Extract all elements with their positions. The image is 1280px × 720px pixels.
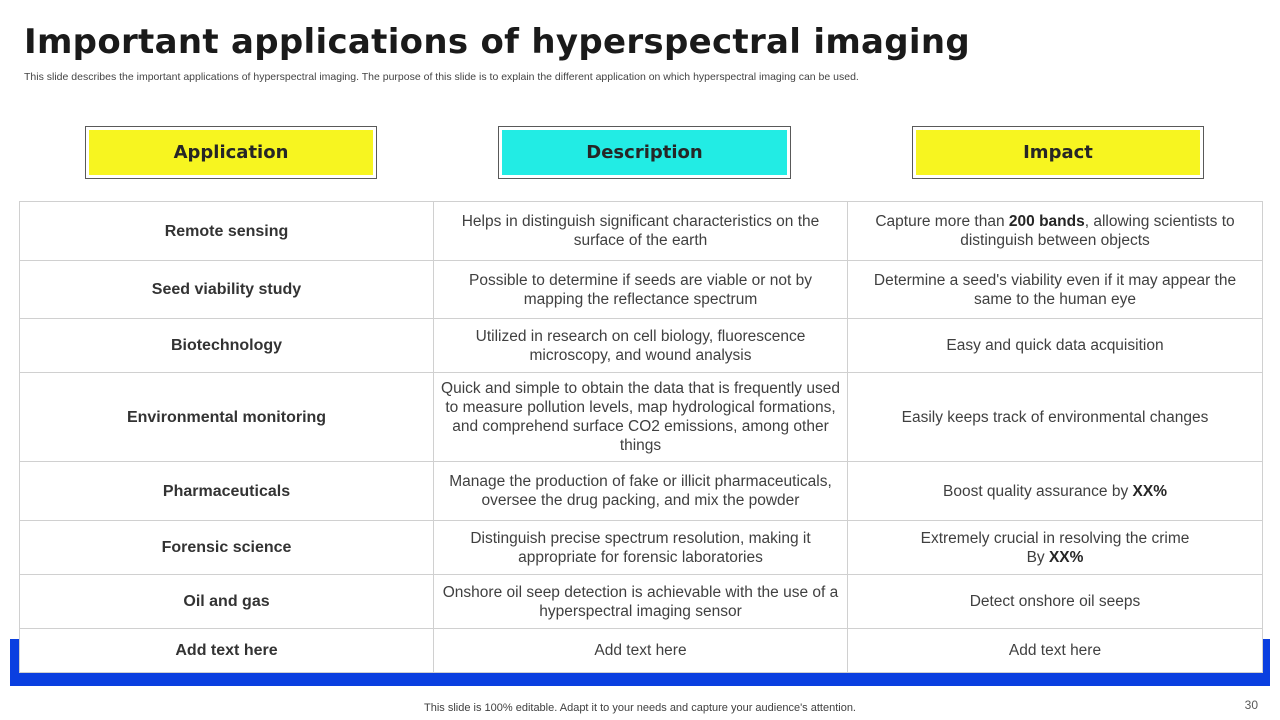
impact-text: , allowing scientists to distinguish between objects	[960, 213, 1235, 249]
description-cell: Utilized in research on cell biology, fluorescence microscopy, and wound analysis	[434, 319, 848, 373]
application-cell: Forensic science	[20, 521, 434, 575]
table-row	[20, 462, 1263, 521]
table-row	[20, 202, 1263, 261]
application-cell: Add text here	[20, 629, 434, 673]
application-cell: Remote sensing	[20, 202, 434, 261]
impact-cell	[848, 521, 1263, 575]
application-cell: Environmental monitoring	[20, 373, 434, 462]
table-row	[20, 373, 1263, 462]
impact-cell: Easy and quick data acquisition	[848, 319, 1263, 373]
table-row	[20, 319, 1263, 373]
impact-cell	[848, 462, 1263, 521]
impact-cell	[848, 202, 1263, 261]
table-row	[20, 629, 1263, 673]
impact-highlight: XX%	[1048, 548, 1084, 566]
application-header	[85, 126, 377, 179]
description-header-label: Description	[502, 130, 787, 175]
page-number: 30	[1244, 698, 1258, 712]
table-row	[20, 521, 1263, 575]
impact-header	[912, 126, 1204, 179]
description-cell: Add text here	[434, 629, 848, 673]
description-cell: Quick and simple to obtain the data that is frequently used to measure pollution levels, map hydrological formations, and comprehend surface CO2 emissions, among other things	[434, 373, 848, 462]
application-cell: Seed viability study	[20, 261, 434, 319]
description-cell: Onshore oil seep detection is achievable with the use of a hyperspectral imaging sensor	[434, 575, 848, 629]
impact-highlight: XX%	[1132, 482, 1168, 500]
table-row	[20, 261, 1263, 319]
application-cell: Oil and gas	[20, 575, 434, 629]
impact-cell: Easily keeps track of environmental changes	[848, 373, 1263, 462]
impact-cell: Detect onshore oil seeps	[848, 575, 1263, 629]
impact-text: By	[1026, 548, 1049, 566]
description-cell: Manage the production of fake or illicit pharmaceuticals, oversee the drug packing, and mix the powder	[434, 462, 848, 521]
impact-text: Extremely crucial in resolving the crime	[920, 529, 1190, 547]
application-cell: Biotechnology	[20, 319, 434, 373]
footer-note: This slide is 100% editable. Adapt it to your needs and capture your audience's attention.	[424, 702, 856, 714]
description-cell: Distinguish precise spectrum resolution, making it appropriate for forensic laboratories	[434, 521, 848, 575]
impact-cell: Determine a seed's viability even if it may appear the same to the human eye	[848, 261, 1263, 319]
impact-header-label: Impact	[916, 130, 1200, 175]
table-row	[20, 575, 1263, 629]
impact-cell: Add text here	[848, 629, 1263, 673]
slide-title: Important applications of hyperspectral imaging	[24, 22, 971, 62]
application-cell: Pharmaceuticals	[20, 462, 434, 521]
application-header-label: Application	[89, 130, 373, 175]
impact-highlight: 200 bands	[1008, 213, 1085, 230]
applications-table	[19, 201, 1263, 673]
impact-text: Boost quality assurance by	[942, 482, 1133, 500]
description-cell: Possible to determine if seeds are viable or not by mapping the reflectance spectrum	[434, 261, 848, 319]
description-header	[498, 126, 791, 179]
impact-text: Capture more than	[875, 213, 1009, 230]
description-cell: Helps in distinguish significant characteristics on the surface of the earth	[434, 202, 848, 261]
slide-subtitle: This slide describes the important applications of hyperspectral imaging. The purpose of this slide is to explain the different application on which hyperspectral imaging can be used.	[24, 71, 859, 83]
